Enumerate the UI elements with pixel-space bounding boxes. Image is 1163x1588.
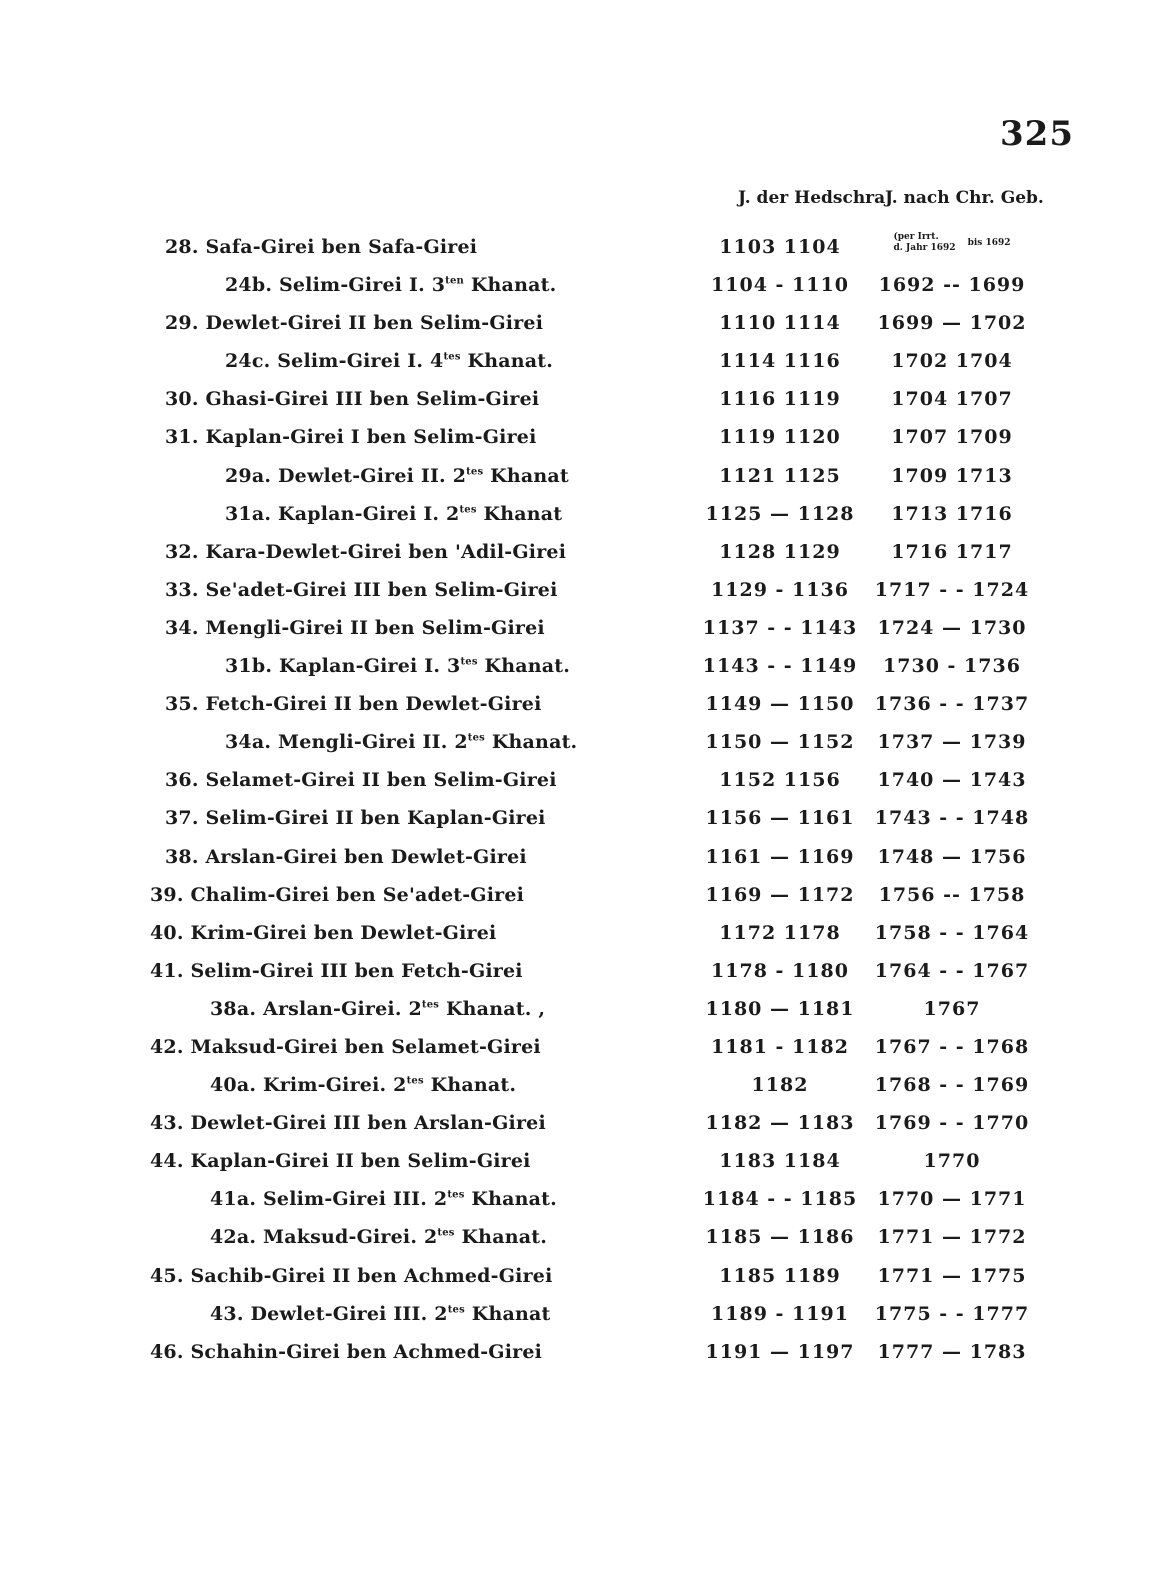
hedschra-years: 1129 - 1136 (711, 578, 849, 601)
hedschra-years: 1182 — 1183 (705, 1112, 855, 1135)
khan-name-text: Arslan-Girei ben Dewlet-Girei (205, 845, 527, 868)
khan-name-text: Dewlet-Girei III. (250, 1302, 428, 1325)
christian-years: 1707 1709 (891, 426, 1013, 449)
table-row (0, 727, 1163, 765)
christian-years: 1716 1717 (891, 540, 1013, 563)
christian-years: 1764 - - 1767 (874, 959, 1030, 982)
hedschra-years: 1182 (751, 1074, 809, 1097)
khan-name (165, 541, 566, 563)
khan-name-text: Sachib-Girei II ben Achmed-Girei (190, 1264, 553, 1287)
table-row (0, 575, 1163, 613)
khanat-ordinal-suffix: tes (467, 732, 485, 744)
khanat-label: Khanat (471, 1302, 551, 1325)
table-row (0, 308, 1163, 346)
entry-number: 28. (165, 236, 199, 258)
khanat-ordinal-suffix: tes (466, 466, 484, 478)
khan-name (165, 312, 543, 334)
table-row (0, 994, 1163, 1032)
entry-number: 30. (165, 388, 199, 411)
khan-name-text: Selamet-Girei II ben Selim-Girei (205, 769, 557, 792)
khanat-ordinal: 2 (424, 1226, 438, 1249)
christian-years: 1770 (923, 1150, 981, 1173)
table-row (0, 765, 1163, 803)
table-row (0, 537, 1163, 575)
christian-years: 1771 — 1772 (877, 1226, 1027, 1249)
entry-number: 45. (150, 1264, 184, 1287)
khan-name-text: Selim-Girei I. (277, 350, 424, 373)
khan-name-text: Schahin-Girei ben Achmed-Girei (190, 1340, 543, 1363)
christian-years: 1756 -- 1758 (878, 883, 1026, 906)
year-note-end: bis 1692 (967, 237, 1011, 248)
khan-name-text: Maksud-Girei ben Selamet-Girei (190, 1035, 541, 1058)
khan-name (165, 769, 557, 791)
table-row (0, 1070, 1163, 1108)
khanat-ordinal-suffix: tes (447, 1190, 465, 1202)
entry-number: 41a. (210, 1188, 257, 1211)
khan-name-text: Kaplan-Girei II ben Selim-Girei (190, 1150, 531, 1173)
table-row (0, 1261, 1163, 1299)
khan-name (210, 1074, 516, 1096)
table-row (0, 613, 1163, 651)
christian-years: 1699 — 1702 (877, 312, 1027, 335)
khan-name (165, 807, 546, 829)
khan-name-text: Kara-Dewlet-Girei ben 'Adil-Girei (205, 540, 567, 563)
entry-number: 24c. (225, 350, 271, 373)
khan-name-text: Mengli-Girei II. (278, 731, 448, 754)
khanat-ordinal: 2 (452, 464, 467, 487)
hedschra-years: 1150 — 1152 (705, 731, 855, 754)
hedschra-years: 1116 1119 (719, 388, 841, 411)
khanat-ordinal-suffix: tes (443, 351, 461, 363)
christian-years: 1704 1707 (891, 388, 1013, 411)
khan-name-text: Selim-Girei I. (278, 274, 425, 297)
entry-number: 31a. (225, 502, 272, 525)
hedschra-years: 1137 - - 1143 (702, 616, 858, 639)
entry-number: 44. (150, 1150, 184, 1173)
year-note-line: d. Jahr 1692 (893, 243, 956, 253)
table-row (0, 689, 1163, 727)
khan-name (210, 998, 545, 1020)
table-row (0, 499, 1163, 537)
khanat-label: Khanat. (491, 731, 578, 754)
entry-number: 42. (150, 1035, 184, 1058)
christian-years: 1767 (923, 997, 981, 1020)
hedschra-years: 1128 1129 (719, 540, 841, 563)
khanat-label: Khanat. , (445, 997, 546, 1020)
table-row (0, 270, 1163, 308)
khan-table (0, 232, 1163, 1375)
table-row (0, 880, 1163, 918)
hedschra-years: 1183 1184 (719, 1150, 841, 1173)
khan-name (210, 1188, 557, 1210)
khan-name-text: Ghasi-Girei III ben Selim-Girei (205, 388, 540, 411)
khan-name-text: Dewlet-Girei II ben Selim-Girei (205, 312, 544, 335)
hedschra-years: 1184 - - 1185 (702, 1188, 858, 1211)
khanat-label: Khanat. (484, 655, 571, 678)
christian-years: 1692 -- 1699 (878, 274, 1026, 297)
entry-number: 39. (150, 883, 184, 906)
hedschra-years: 1181 - 1182 (711, 1035, 849, 1058)
khan-name-text: Selim-Girei III ben Fetch-Girei (190, 959, 523, 982)
entry-number: 43. (210, 1302, 244, 1325)
table-row (0, 461, 1163, 499)
year-note (893, 232, 955, 254)
christian-years: 1758 - - 1764 (874, 921, 1030, 944)
khanat-ordinal-suffix: tes (437, 1228, 455, 1240)
khanat-ordinal: 2 (433, 1188, 448, 1211)
hedschra-years: 1110 1114 (719, 312, 841, 335)
entry-number: 29. (165, 312, 199, 335)
khan-name-text: Maksud-Girei. (263, 1226, 418, 1249)
khanat-ordinal-suffix: tes (447, 1304, 465, 1316)
khanat-ordinal: 2 (446, 502, 460, 525)
khanat-label: Khanat (483, 502, 563, 525)
christian-years: 1740 — 1743 (877, 769, 1027, 792)
khanat-ordinal-suffix: tes (459, 504, 477, 516)
khan-name (225, 655, 570, 677)
hedschra-years: 1125 — 1128 (705, 502, 855, 525)
khan-name-text: Safa-Girei ben Safa-Girei (205, 236, 478, 258)
column-header-hedschra: J. der Hedschra (738, 188, 886, 208)
hedschra-years: 1104 - 1110 (711, 274, 849, 297)
khan-name (150, 922, 496, 944)
christian-years: 1775 - - 1777 (874, 1302, 1030, 1325)
entry-number: 40. (150, 921, 184, 944)
hedschra-years: 1156 — 1161 (705, 807, 855, 830)
christian-years: 1736 - - 1737 (874, 693, 1030, 716)
table-row (0, 918, 1163, 956)
hedschra-years: 1161 — 1169 (705, 845, 855, 868)
khanat-ordinal-suffix: tes (460, 656, 478, 668)
khan-name (210, 1303, 550, 1325)
hedschra-years: 1121 1125 (719, 464, 841, 487)
table-row (0, 1184, 1163, 1222)
christian-years: 1771 — 1775 (877, 1264, 1027, 1287)
khanat-label: Khanat. (430, 1074, 517, 1097)
year-note-line: (per Irrt. (893, 232, 939, 242)
khanat-ordinal: 2 (393, 1074, 407, 1097)
entry-number: 34a. (225, 731, 272, 754)
table-row (0, 232, 1163, 270)
khan-name (165, 617, 545, 639)
entry-number: 37. (165, 807, 199, 830)
khanat-label: Khanat (490, 464, 569, 487)
entry-number: 42a. (210, 1226, 257, 1249)
table-row (0, 384, 1163, 422)
hedschra-years: 1149 — 1150 (705, 693, 855, 716)
entry-number: 29a. (225, 464, 272, 487)
khan-name-text: Kaplan-Girei I ben Selim-Girei (205, 426, 537, 449)
column-header-christian-era: J. nach Chr. Geb. (885, 188, 1044, 208)
khan-name (150, 1150, 531, 1172)
christian-years: 1768 - - 1769 (874, 1074, 1030, 1097)
christian-years: 1743 - - 1748 (874, 807, 1030, 830)
table-row (0, 346, 1163, 384)
entry-number: 24b. (225, 274, 273, 297)
christian-years: 1767 - - 1768 (874, 1035, 1030, 1058)
entry-number: 31. (165, 426, 199, 449)
khan-name-text: Dewlet-Girei II. (278, 464, 446, 487)
khanat-label: Khanat. (470, 274, 557, 297)
entry-number: 36. (165, 769, 199, 792)
christian-years: 1713 1716 (891, 502, 1013, 525)
entry-number: 46. (150, 1340, 184, 1363)
khan-name (165, 693, 542, 715)
khan-name (150, 1341, 542, 1363)
khan-name (225, 465, 569, 487)
khan-name-text: Dewlet-Girei III ben Arslan-Girei (190, 1112, 546, 1135)
khan-name (165, 846, 527, 868)
khanat-ordinal: 3 (447, 655, 461, 678)
hedschra-years: 1103 1104 (719, 236, 841, 258)
christian-years: 1737 — 1739 (877, 731, 1027, 754)
khan-name-text: Krim-Girei. (263, 1074, 387, 1097)
khan-name (165, 236, 477, 258)
khanat-label: Khanat. (461, 1226, 548, 1249)
khanat-ordinal-suffix: ten (445, 275, 464, 287)
table-row (0, 842, 1163, 880)
khan-name (225, 503, 562, 525)
hedschra-years: 1119 1120 (719, 426, 841, 449)
page-number: 325 (1000, 114, 1074, 154)
table-row (0, 1108, 1163, 1146)
khan-name (150, 884, 524, 906)
hedschra-years: 1178 - 1180 (711, 959, 849, 982)
khan-name-text: Selim-Girei III. (263, 1188, 428, 1211)
khan-name (165, 579, 558, 601)
christian-years: 1777 — 1783 (877, 1340, 1027, 1363)
entry-number: 33. (165, 578, 199, 601)
khan-name (225, 731, 577, 753)
khan-name-text: Kaplan-Girei I. (278, 655, 441, 678)
table-row (0, 1299, 1163, 1337)
table-row (0, 956, 1163, 994)
hedschra-years: 1185 1189 (719, 1264, 841, 1287)
hedschra-years: 1180 — 1181 (705, 997, 855, 1020)
christian-years: 1717 - - 1724 (874, 578, 1030, 601)
christian-years: 1730 - 1736 (883, 655, 1021, 678)
table-row (0, 651, 1163, 689)
khan-name-text: Selim-Girei II ben Kaplan-Girei (205, 807, 546, 830)
christian-years (862, 232, 1042, 254)
christian-years: 1724 — 1730 (877, 616, 1027, 639)
khanat-ordinal-suffix: tes (406, 1075, 424, 1087)
table-row (0, 803, 1163, 841)
table-row (0, 1337, 1163, 1375)
entry-number: 31b. (225, 655, 273, 678)
khan-name-text: Chalim-Girei ben Se'adet-Girei (190, 883, 525, 906)
khan-name-text: Se'adet-Girei III ben Selim-Girei (205, 578, 558, 601)
hedschra-years: 1169 — 1172 (705, 883, 855, 906)
christian-years: 1770 — 1771 (877, 1188, 1027, 1211)
christian-years: 1702 1704 (891, 350, 1013, 373)
khan-name (165, 426, 537, 448)
khan-name-text: Fetch-Girei II ben Dewlet-Girei (205, 693, 542, 716)
khan-name (165, 388, 539, 410)
khanat-label: Khanat. (467, 350, 554, 373)
khan-name (150, 1265, 553, 1287)
christian-years: 1769 - - 1770 (874, 1112, 1030, 1135)
table-row (0, 1222, 1163, 1260)
christian-years: 1748 — 1756 (877, 845, 1027, 868)
hedschra-years: 1114 1116 (719, 350, 841, 373)
khan-name-text: Kaplan-Girei I. (278, 502, 440, 525)
entry-number: 32. (165, 540, 199, 563)
khan-name (225, 274, 556, 296)
entry-number: 38. (165, 845, 199, 868)
khan-name (225, 350, 553, 372)
khanat-ordinal: 3 (431, 274, 446, 297)
hedschra-years: 1191 — 1197 (705, 1340, 855, 1363)
khan-name-text: Arslan-Girei. (263, 997, 402, 1020)
christian-years: 1709 1713 (891, 464, 1013, 487)
table-row (0, 1146, 1163, 1184)
khanat-ordinal-suffix: tes (421, 999, 440, 1011)
khan-name-text: Mengli-Girei II ben Selim-Girei (205, 616, 545, 639)
hedschra-years: 1143 - - 1149 (702, 655, 858, 678)
khan-name-text: Krim-Girei ben Dewlet-Girei (190, 921, 497, 944)
hedschra-years: 1172 1178 (719, 921, 841, 944)
khanat-ordinal: 2 (434, 1302, 448, 1325)
khan-name (150, 1036, 541, 1058)
table-row (0, 422, 1163, 460)
entry-number: 41. (150, 959, 184, 982)
table-row (0, 1032, 1163, 1070)
entry-number: 38a. (210, 997, 257, 1020)
khan-name (150, 1112, 546, 1134)
entry-number: 43. (150, 1112, 184, 1135)
khanat-ordinal: 2 (454, 731, 468, 754)
entry-number: 40a. (210, 1074, 257, 1097)
khan-name (150, 960, 523, 982)
khan-name (210, 1226, 547, 1248)
entry-number: 35. (165, 693, 199, 716)
hedschra-years: 1152 1156 (719, 769, 841, 792)
khanat-ordinal: 4 (430, 350, 444, 373)
khanat-ordinal: 2 (408, 997, 422, 1020)
hedschra-years: 1189 - 1191 (711, 1302, 849, 1325)
hedschra-years: 1185 — 1186 (705, 1226, 855, 1249)
khanat-label: Khanat. (471, 1188, 557, 1211)
entry-number: 34. (165, 616, 199, 639)
